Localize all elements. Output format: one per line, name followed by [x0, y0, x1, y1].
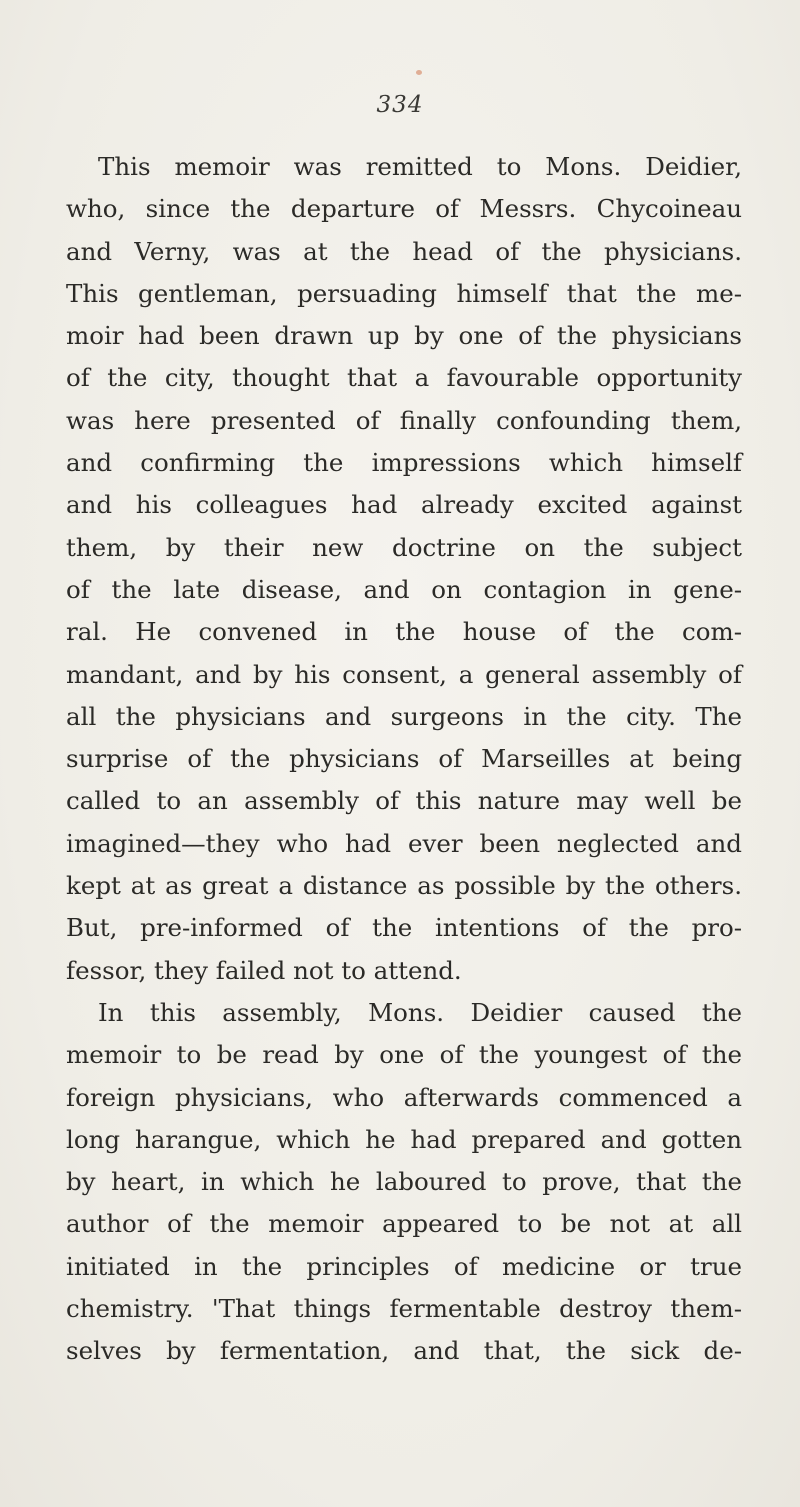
- text-line: fessor, they failed not to attend.: [66, 955, 462, 985]
- text-line: This gentleman, persuading himself that the me-: [66, 278, 742, 308]
- text-line: ral. He convened in the house of the com-: [66, 617, 742, 647]
- text-line: called to an assembly of this nature may well be: [66, 786, 742, 816]
- text-line: moir had been drawn up by one of the physicians: [66, 321, 742, 351]
- text-line: imagined—they who had ever been neglected and: [66, 828, 742, 858]
- text-line: was here presented of finally confounding them,: [66, 405, 742, 435]
- text-line: of the city, thought that a favourable opportunity: [66, 363, 742, 393]
- text-line: all the physicians and surgeons in the city. The: [66, 701, 742, 731]
- text-line: them, by their new doctrine on the subject: [66, 532, 742, 562]
- text-line: surprise of the physicians of Marseilles at being: [66, 744, 742, 774]
- text-line: foreign physicians, who afterwards commenced a: [66, 1082, 742, 1112]
- body-text: [66, 146, 742, 1373]
- text-line: author of the memoir appeared to be not at all: [66, 1209, 742, 1239]
- text-line: who, since the departure of Messrs. Chycoineau: [66, 194, 742, 224]
- text-line: selves by fermentation, and that, the sick de-: [66, 1336, 742, 1366]
- text-line: and his colleagues had already excited against: [66, 490, 742, 520]
- text-line: chemistry. 'That things fermentable destroy them-: [66, 1294, 742, 1324]
- ink-stain: [416, 70, 422, 75]
- text-line: of the late disease, and on contagion in gene-: [66, 574, 742, 604]
- page-number: 334: [376, 92, 424, 118]
- text-line: by heart, in which he laboured to prove, that the: [66, 1167, 742, 1197]
- text-line: initiated in the principles of medicine or true: [66, 1251, 742, 1281]
- text-line: and Verny, was at the head of the physicians.: [66, 236, 742, 266]
- text-line: long harangue, which he had prepared and gotten: [66, 1124, 742, 1154]
- text-line: mandant, and by his consent, a general assembly of: [66, 659, 742, 689]
- text-line: kept at as great a distance as possible by the others.: [66, 871, 742, 901]
- text-line: But, pre-informed of the intentions of the pro-: [66, 913, 742, 943]
- text-line: and confirming the impressions which himself: [66, 448, 742, 478]
- text-line: This memoir was remitted to Mons. Deidier,: [98, 152, 742, 181]
- text-line: memoir to be read by one of the youngest of the: [66, 1040, 742, 1070]
- text-line: In this assembly, Mons. Deidier caused the: [98, 997, 742, 1027]
